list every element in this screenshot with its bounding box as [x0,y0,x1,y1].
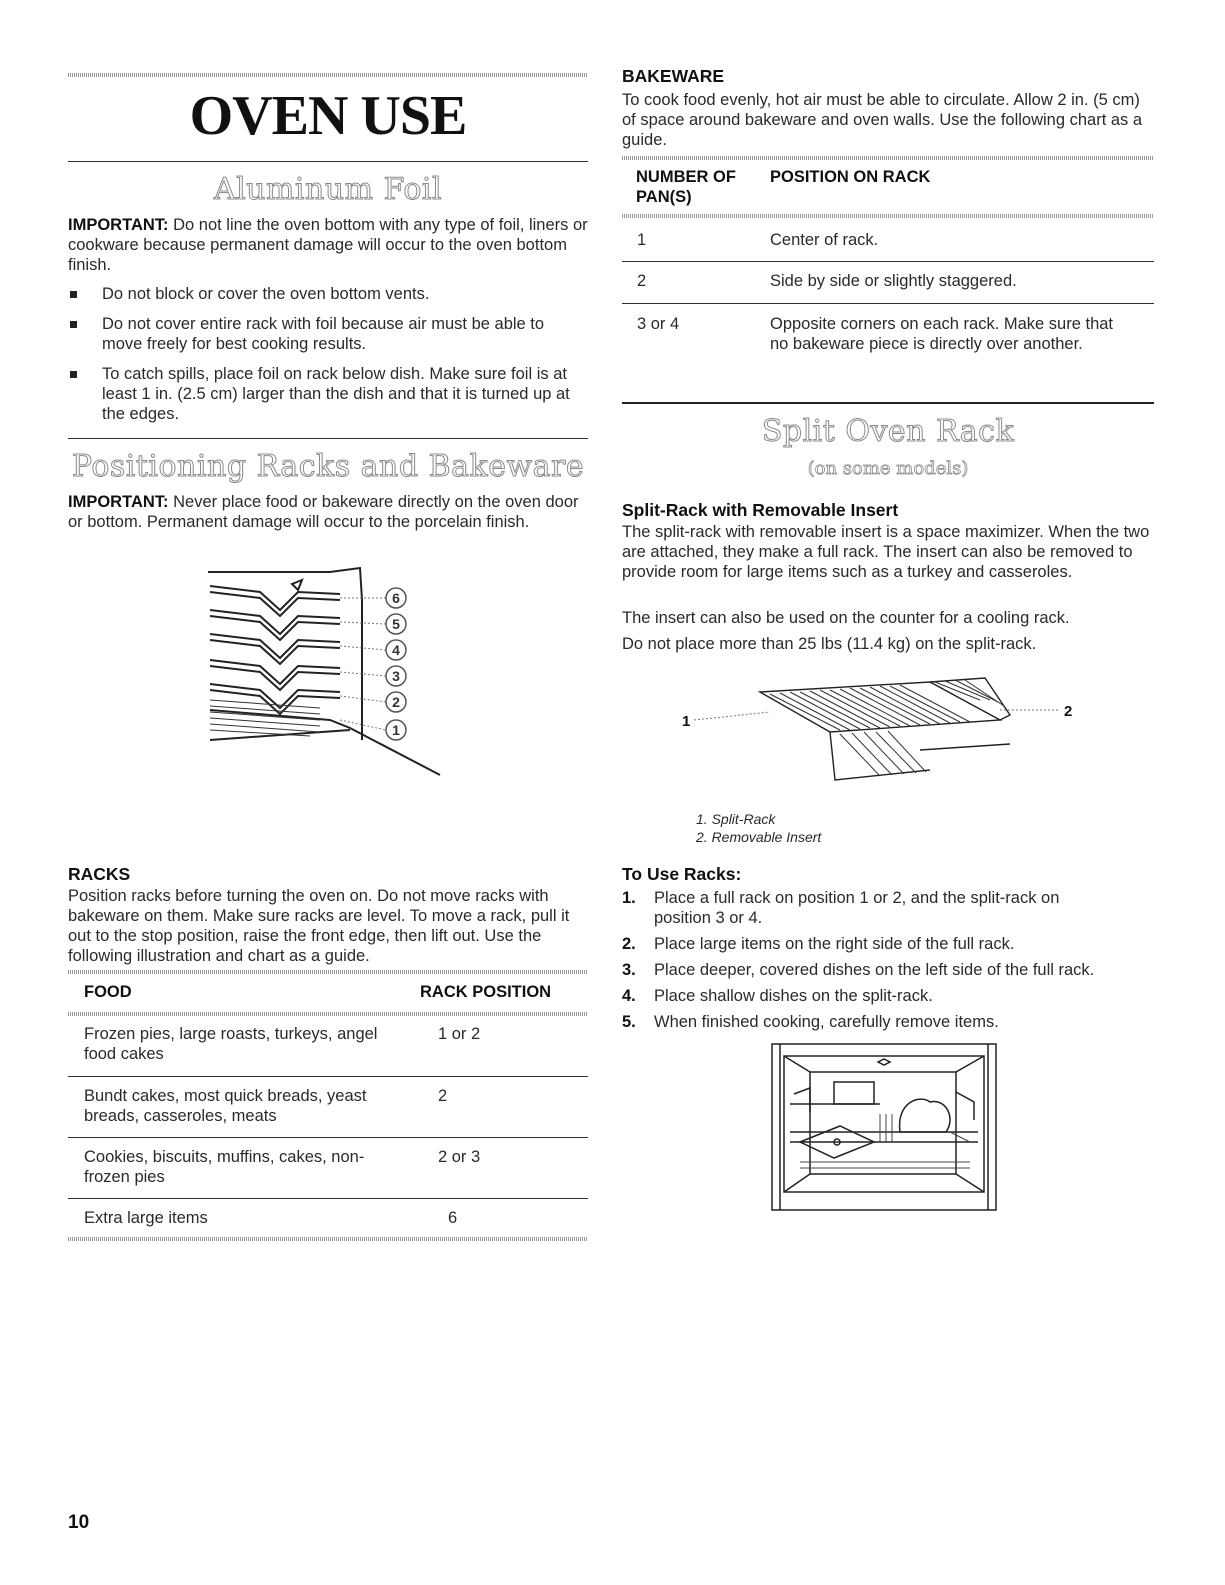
racks-row-2-position: 2 [438,1087,448,1105]
aluminum-foil-heading: Aluminum Foil [213,172,443,207]
bakeware-table-bottom-rule [622,402,1154,404]
bullet-square-icon [70,321,77,328]
racks-row-4-food: Extra large items [84,1209,208,1227]
foil-bullet-text: Do not cover entire rack with foil because air must be able to move freely for best cooking results. [102,315,545,353]
caption-1: 1. Split-Rack [696,811,776,827]
positioning-important-paragraph [68,492,588,532]
callout-2: 2 [1064,703,1073,720]
racks-row-3-position: 2 or 3 [438,1148,481,1166]
step-number: 4. [622,987,636,1005]
title-rule [68,161,588,162]
svg-text:4: 4 [392,642,400,658]
to-use-racks-title: To Use Racks: [622,864,742,884]
bakeware-text: To cook food evenly, hot air must be able to circulate. Allow 2 in. (5 cm) of space around bakeware and oven walls. Use the following chart as a guide. [622,91,1143,149]
bakeware-row-2-pans: 2 [637,272,647,290]
svg-text:1: 1 [392,722,400,738]
bakeware-table-header-rule [622,214,1154,218]
step-number: 2. [622,935,636,953]
positioning-important-text: Never place food or bakeware directly on the oven door or bottom. Permanent damage will occur to the porcelain finish. [68,493,579,531]
oven-interior-illustration [770,1042,1000,1214]
svg-text:3: 3 [392,668,400,684]
racks-table-top-rule [68,970,588,974]
racks-table-header-rule [68,1012,588,1016]
racks-row-2-food: Bundt cakes, most quick breads, yeast breads, casseroles, meats [84,1087,367,1125]
wall-detail [956,1092,974,1120]
wall-detail-left [794,1088,810,1112]
oven-light-icon [878,1059,890,1065]
page-title: OVEN USE [189,85,467,147]
callout-1: 1 [682,713,691,730]
racks-heading: RACKS [68,864,131,884]
step-text: Place deeper, covered dishes on the left side of the full rack. [654,961,1095,979]
oven-door-edge [210,710,440,775]
rack-positions-illustration [200,560,450,785]
turkey-icon [900,1099,950,1132]
step-number: 5. [622,1013,636,1031]
foil-important-paragraph [68,215,588,275]
section-rule [68,438,588,439]
split-rack-heading: Split Oven Rack [761,414,1015,449]
bakeware-row-1-pans: 1 [637,231,647,249]
step-text: When finished cooking, carefully remove items. [654,1013,999,1031]
racks-row-1-food: Frozen pies, large roasts, turkeys, angel food cakes [84,1025,378,1063]
bakeware-table-top-rule [622,156,1154,160]
split-rack-subheading: (on some models) [807,458,969,479]
svg-text:6: 6 [392,590,400,606]
rack-position-numbers [386,588,406,740]
bakeware-col-pans: NUMBER OF PAN(S) [636,168,736,206]
page-number: 10 [68,1512,90,1533]
rack-lines [210,586,340,714]
bakeware-row-rule [622,303,1154,304]
racks-text: Position racks before turning the oven on. Do not move racks with bakeware on them. Make sure racks are level. To move a rack, pull it out to the stop position, raise the front edge, then lift out. Use the following illustration and chart as a guide. [68,887,570,965]
racks-row-rule [68,1137,588,1138]
rack-position-4 [386,640,406,660]
svg-text:5: 5 [392,616,400,632]
caption-2: 2. Removable Insert [696,829,822,845]
racks-row-3-food: Cookies, biscuits, muffins, cakes, non-frozen pies [84,1148,365,1186]
split-rack-subsection-title: Split-Rack with Removable Insert [622,500,899,520]
racks-row-rule [68,1076,588,1077]
oven-back-wall [810,1072,956,1174]
rack-position-2 [386,692,406,712]
covered-dish-icon [834,1082,874,1104]
split-rack-illustration [680,670,1100,810]
bullet-square-icon [70,371,77,378]
step-number: 1. [622,889,636,907]
racks-col-position: RACK POSITION [420,983,552,1001]
split-rack-paragraph-3: Do not place more than 25 lbs (11.4 kg) on the split-rack. [622,635,1037,653]
racks-table-bottom-rule [68,1237,588,1241]
racks-row-rule [68,1198,588,1199]
step-text: Place shallow dishes on the split-rack. [654,987,933,1005]
racks-row-1-position: 1 or 2 [438,1025,481,1043]
rack-wires [800,1114,970,1168]
split-rack-paragraph-2: The insert can also be used on the counter for a cooling rack. [622,609,1070,627]
bakeware-row-1-position: Center of rack. [770,231,879,249]
foil-bullet-text: Do not block or cover the oven bottom vents. [102,285,430,303]
foil-important-text: Do not line the oven bottom with any type of foil, liners or cookware because permanent damage will occur to the oven bottom finish. [68,216,588,274]
positioning-important-label: IMPORTANT: [68,493,169,511]
split-rack-paragraph-1: The split-rack with removable insert is a space maximizer. When the two are attached, they make a full rack. The insert can also be removed to provide room for large items such as a turkey and casseroles. [622,523,1150,581]
bakeware-col-position: POSITION ON RACK [770,168,931,186]
bakeware-heading: BAKEWARE [622,66,725,86]
bullet-square-icon [70,291,77,298]
step-number: 3. [622,961,636,979]
step-text: Place a full rack on position 1 or 2, and the split-rack on position 3 or 4. [654,889,1060,927]
bakeware-row-rule [622,261,1154,262]
rack-position-3 [386,666,406,686]
positioning-heading: Positioning Racks and Bakeware [71,449,585,484]
bakeware-row-2-position: Side by side or slightly staggered. [770,272,1017,290]
insert-bar [920,744,1010,750]
racks-col-food: FOOD [84,983,132,1001]
bakeware-row-3-pans: 3 or 4 [637,315,680,333]
step-text: Place large items on the right side of the full rack. [654,935,1015,953]
racks-row-4-position: 6 [448,1209,458,1227]
rack-position-6 [386,588,406,608]
svg-text:2: 2 [392,694,400,710]
rack-position-5 [386,614,406,634]
rack-position-1 [386,720,406,740]
oven-cavity [784,1056,984,1192]
foil-important-label: IMPORTANT: [68,216,169,234]
top-dotted-rule-left [68,73,588,77]
vent-icon [292,580,302,590]
bakeware-row-3-position: Opposite corners on each rack. Make sure that no bakeware piece is directly over another. [770,315,1114,353]
foil-bullet-text: To catch spills, place foil on rack below dish. Make sure foil is at least 1 in. (2.5 cm) larger than the dish and that it is turned up at the edges. [102,365,570,423]
